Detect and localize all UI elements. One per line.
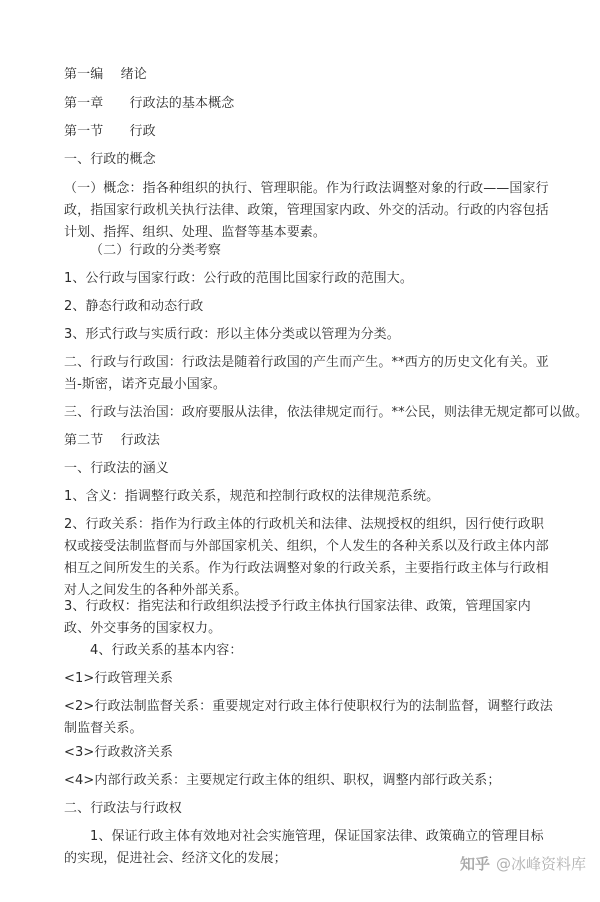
chapter-title: 第一章 行政法的基本概念	[64, 96, 235, 111]
watermark-author: @冰峰资料库	[495, 855, 586, 873]
paragraph-rule-of-law: 三、行政与法治国：政府要服从法律，依法律规定而行。**公民，则法律无规定都可以做。	[64, 405, 589, 420]
section-title-1: 第一节 行政	[64, 124, 156, 139]
paragraph-concept: （一）概念：指各种组织的执行、管理职能。作为行政法调整对象的行政——国家行政，指国家行政机关执行法律、政策，管理国家内政、外交的活动。行政的内容包括计划、指挥、组织、处理、监督等基本要素。	[64, 181, 549, 240]
section-title-2: 第二节 行政法	[64, 433, 160, 448]
watermark	[460, 853, 586, 874]
sub-item-supervision: <2>行政法制监督关系：重要规定对行政主体行使职权行为的法制监督，调整行政法制监督关系。	[64, 699, 553, 736]
sub-item-internal: <4>内部行政关系：主要规定行政主体的组织、职权，调整内部行政关系；	[64, 773, 501, 788]
list-item-public-administration: 1、公行政与国家行政：公行政的范围比国家行政的范围大。	[64, 271, 413, 286]
paragraph-administrative-state: 二、行政与行政国：行政法是随着行政国的产生而产生。**西方的历史文化有关。亚当-斯密，诺齐克最小国家。	[64, 355, 549, 392]
sub-item-management: <1>行政管理关系	[64, 671, 173, 686]
heading-concept-of-administration: 一、行政的概念	[64, 152, 156, 167]
list-item-static-dynamic: 2、静态行政和动态行政	[64, 299, 204, 314]
heading-basic-content: 4、行政关系的基本内容：	[90, 643, 243, 658]
paragraph-point-1: 1、保证行政主体有效地对社会实施管理，保证国家法律、政策确立的管理目标的实现，促进社会、经济文化的发展；	[64, 829, 544, 866]
heading-classification: （二）行政的分类考察	[90, 243, 222, 258]
watermark-brand: 知乎	[459, 855, 490, 873]
list-item-formal-substantive: 3、形式行政与实质行政：形以主体分类或以管理为分类。	[64, 327, 400, 342]
list-item-definition: 1、含义：指调整行政关系，规范和控制行政权的法律规范系统。	[64, 489, 440, 504]
sub-item-relief: <3>行政救济关系	[64, 745, 173, 760]
heading-meaning-of-admin-law: 一、行政法的涵义	[64, 461, 169, 476]
paragraph-administrative-relations: 2、行政关系：指作为行政主体的行政机关和法律、法规授权的组织，因行使行政职权或接受法制监督而与外部国家机关、组织，个人发生的各种关系以及行政主体内部相互之间所发生的关系。作为行政法调整对象的行政关系，主要指行政主体与行政相对人之间发生的各种外部关系。	[64, 517, 549, 598]
part-title: 第一编 绪论	[64, 67, 147, 82]
paragraph-administrative-power: 3、行政权：指宪法和行政组织法授予行政主体执行国家法律、政策，管理国家内政、外交事务的国家权力。	[64, 599, 531, 636]
heading-law-and-power: 二、行政法与行政权	[64, 801, 182, 816]
